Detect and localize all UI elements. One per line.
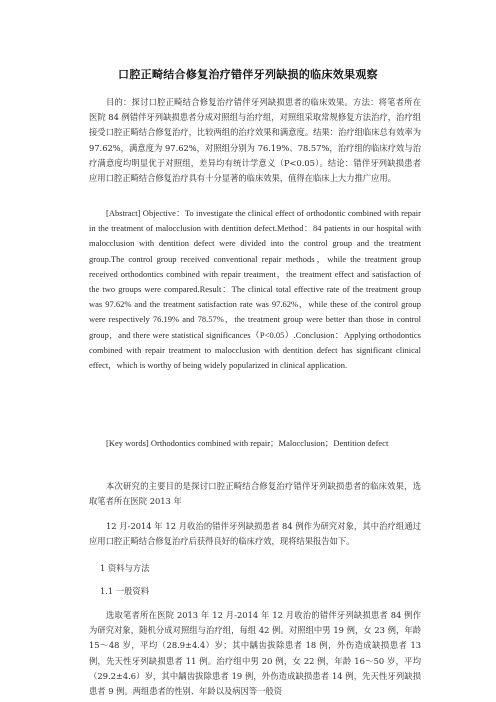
intro-paragraph-1: 本次研究的主要目的是探讨口腔正畸结合修复治疗错伴牙列缺损患者的临床效果，选取笔者所在医院 2013 年 — [89, 481, 421, 507]
subsection-heading-1-1: 1.1 一般资料 — [100, 586, 150, 596]
abstract-english: [Abstract] Objective：To investigate the clinical effect of orthodontic combined with repair in the treatment of malocclusion with dentition defect.Method：84 patients in our hospital with malocclusion with dentition defect were divided into the control group and the treatment group.The control group received conventional repair methods，while the treatment group received orthodontics combined with repair treatment，the treatment effect and satisfaction of the two groups were compared.Result：The clinical total effective rate of the treatment group was 97.62% and the treatment satisfaction rate was 97.62%，while these of the control group were respectively 76.19% and 78.57%，the treatment group were better than those in control group，and there were statistical significances（P<0.05）.Conclusion：Applying orthodontics combined with repair treatment to malocclusion with dentition defect has significant clinical effect，which is worthy of being widely popularized in clinical application. — [89, 208, 421, 371]
paper-title: 口腔正畸结合修复治疗错伴牙列缺损的临床效果观察 — [118, 68, 378, 81]
abstract-chinese: 目的：探讨口腔正畸结合修复治疗错伴牙列缺损患者的临床效果。方法：将笔者所在医院 84 例错伴牙列缺损患者分成对照组与治疗组，对照组采取常规修复方法治疗，治疗组接受口腔正畸结合修复治疗，比较两组的治疗效果和满意度。结果：治疗组临床总有效率为 97.62%，满意度为 97.62%，对照组分别为 76.19%、78.57%，治疗组的临床疗效与治疗满意度均明显优于对照组，差异均有统计学意义（P<0.05）。结论：错伴牙列缺损患者应用口腔正畸结合修复治疗具有十分显著的临床效果，值得在临床上大力推广应用。 — [89, 97, 421, 184]
section-heading-1: 1 资料与方法 — [100, 563, 150, 573]
intro-paragraph-2: 12 月-2014 年 12 月收治的错伴牙列缺损患者 84 例作为研究对象，其中治疗组通过应用口腔正畸结合修复治疗后获得良好的临床疗效，现将结果报告如下。 — [89, 521, 421, 547]
keywords-english: [Key words] Orthodontics combined with repair；Malocclusion；Dentition defect — [106, 438, 389, 448]
body-paragraph-1: 选取笔者所在医院 2013 年 12 月-2014 年 12 月收治的错伴牙列缺损患者 84 例作为研究对象，随机分成对照组与治疗组，每组 42 例。对照组中男 19 例，女 23 例，年龄 15～48 岁，平均（28.9±4.4）岁；其中龋齿拔除患者 18 例，外伤造成缺损患者 13 例，先天性牙列缺损患者 11 例。治疗组中男 20 例，女 22 例，年龄 16～50 岁，平均（29.2±4.6）岁，其中龋齿拔除患者 19 例，外伤造成缺损患者 14 例，先天性牙列缺损患者 9 例。两组患者的性别、年龄以及病因等一般资 — [89, 610, 421, 697]
